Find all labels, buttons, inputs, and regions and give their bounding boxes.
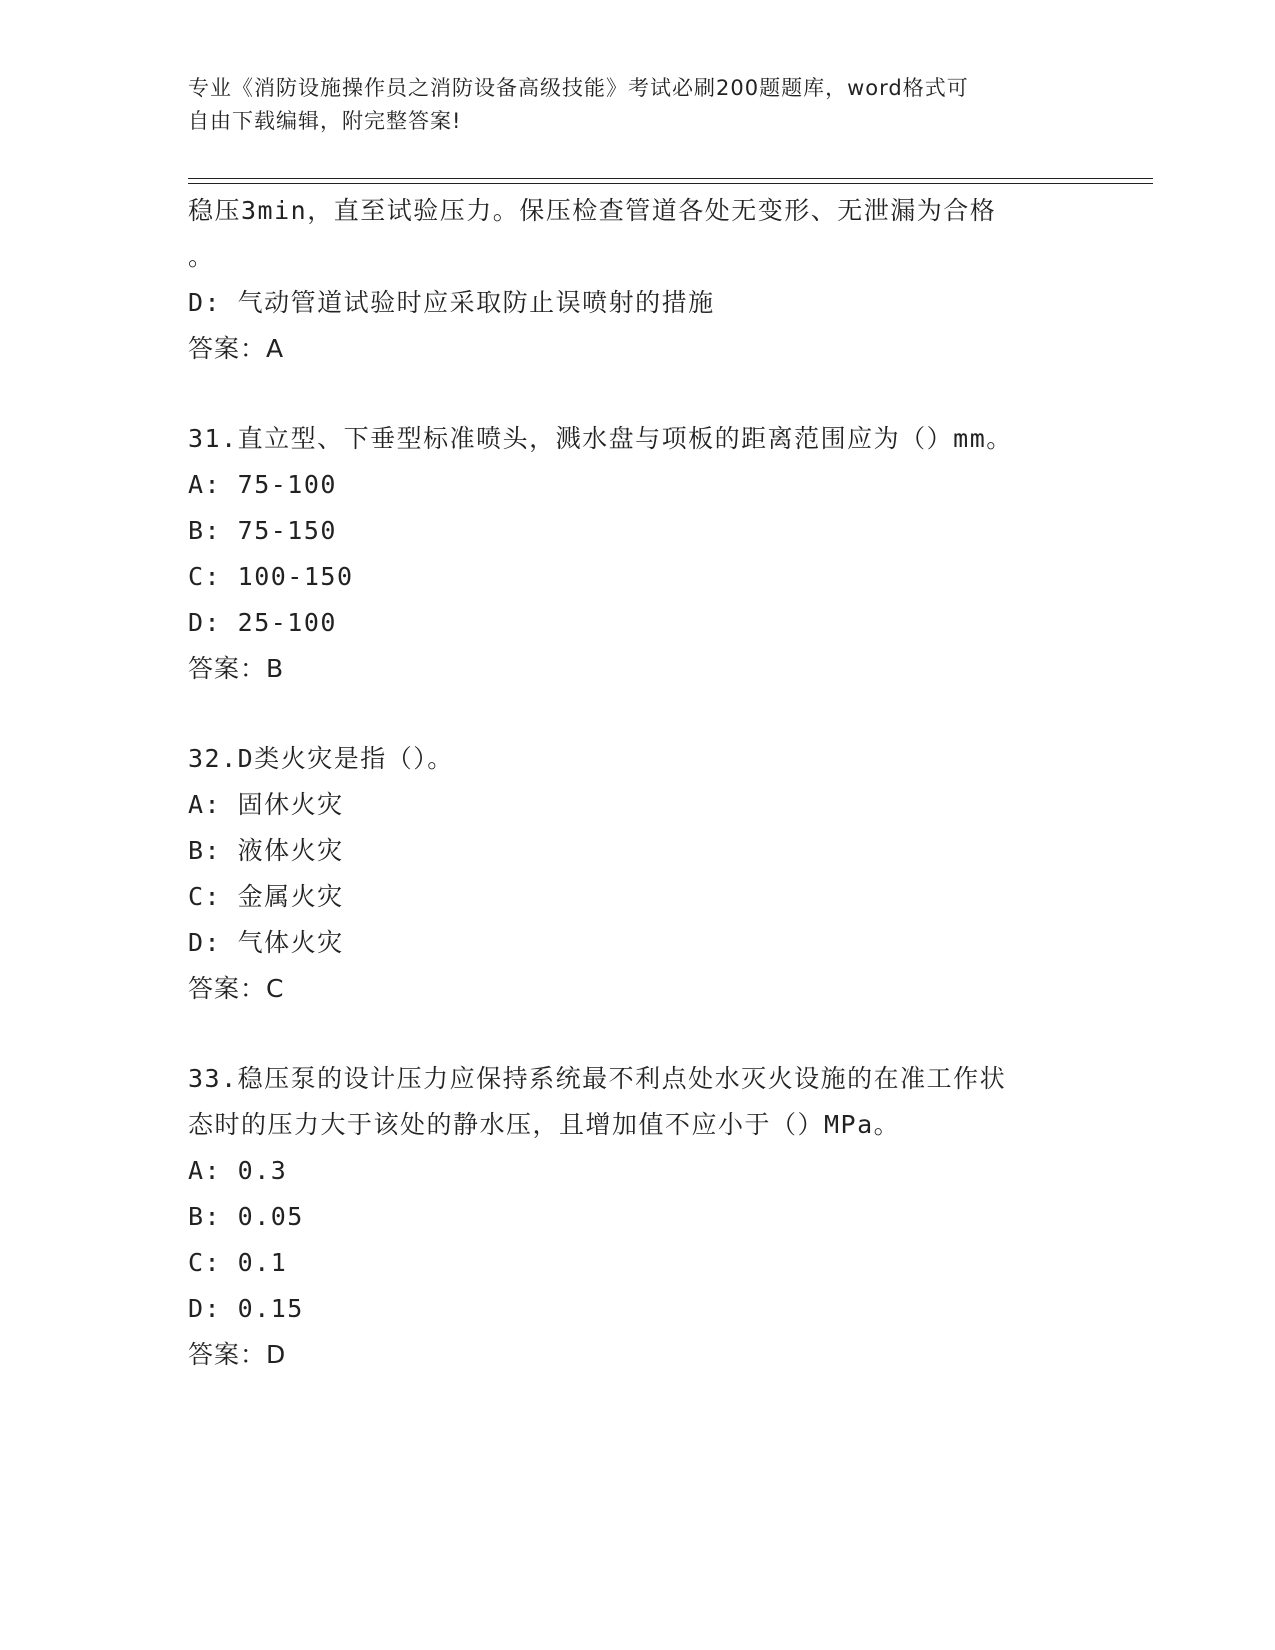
option-c: C: 金属火灾 <box>188 882 344 911</box>
header-line-1: 专业《消防设施操作员之消防设备高级技能》考试必刷200题题库，word格式可 <box>188 76 969 100</box>
option-a: A: 固休火灾 <box>188 790 344 819</box>
header-divider-top <box>188 178 1153 179</box>
option-b: B: 0.05 <box>188 1202 304 1231</box>
option-d: D: 气动管道试验时应采取防止误喷射的措施 <box>188 288 715 317</box>
option-d: D: 25-100 <box>188 608 337 637</box>
option-d: D: 气体火灾 <box>188 928 344 957</box>
question-spacer <box>188 372 1118 416</box>
option-c: C: 100-150 <box>188 562 354 591</box>
question-spacer <box>188 1012 1118 1056</box>
question-text-line: 33.稳压泵的设计压力应保持系统最不利点处水灭火设施的在准工作状 <box>188 1064 1007 1093</box>
question-32 <box>188 736 1118 1012</box>
question-text-line: 稳压3min，直至试验压力。保压检查管道各处无变形、无泄漏为合格 <box>188 196 997 225</box>
document-header <box>188 72 1068 138</box>
question-content <box>188 188 1118 1378</box>
answer-line: 答案：A <box>188 334 285 363</box>
option-b: B: 液体火灾 <box>188 836 344 865</box>
header-divider-bottom <box>188 183 1153 184</box>
continued-question <box>188 188 1118 372</box>
header-line-2: 自由下载编辑，附完整答案! <box>188 109 462 133</box>
option-b: B: 75-150 <box>188 516 337 545</box>
answer-line: 答案：C <box>188 974 285 1003</box>
question-text-line: 31.直立型、下垂型标准喷头，溅水盘与项板的距离范围应为（）mm。 <box>188 424 1013 453</box>
option-a: A: 75-100 <box>188 470 337 499</box>
question-spacer <box>188 692 1118 736</box>
question-33 <box>188 1056 1118 1378</box>
question-31 <box>188 416 1118 692</box>
question-text-line: 。 <box>188 242 215 271</box>
option-d: D: 0.15 <box>188 1294 304 1323</box>
answer-line: 答案：D <box>188 1340 287 1369</box>
question-text-line: 态时的压力大于该处的静水压，且增加值不应小于（）MPa。 <box>188 1110 901 1139</box>
option-a: A: 0.3 <box>188 1156 288 1185</box>
answer-line: 答案：B <box>188 654 285 683</box>
question-text-line: 32.D类火灾是指（）。 <box>188 744 454 773</box>
option-c: C: 0.1 <box>188 1248 288 1277</box>
